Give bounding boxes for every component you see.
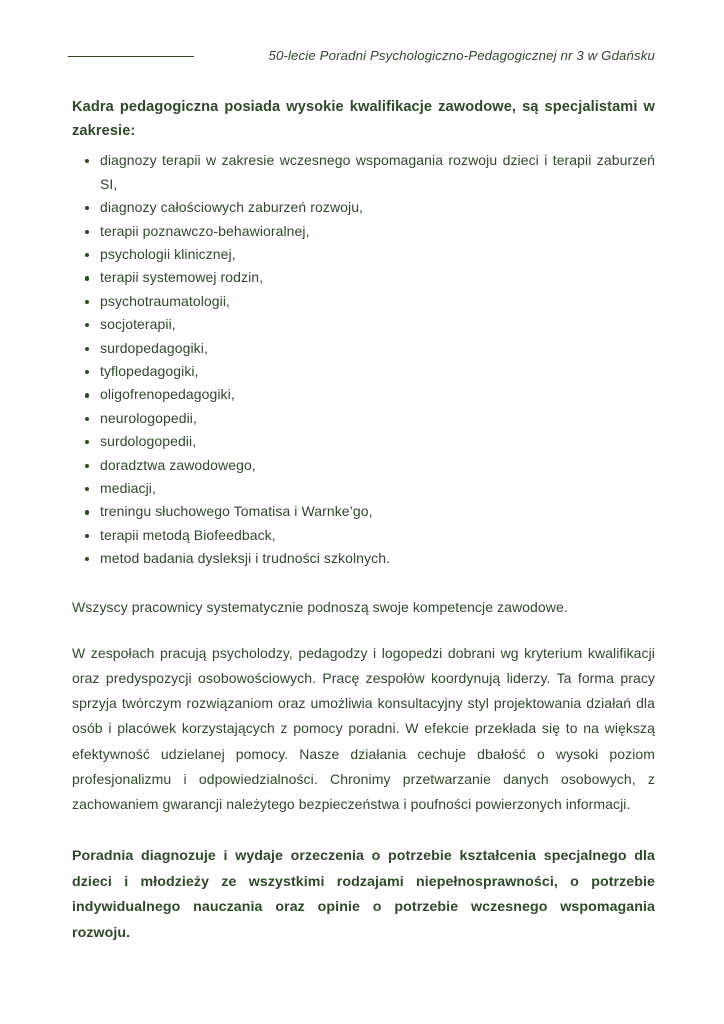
header-title: 50-lecie Poradni Psychologiczno-Pedagogicznej nr 3 w Gdańsku [268,48,655,63]
list-item: diagnozy terapii w zakresie wczesnego wspomagania rozwoju dzieci i terapii zaburzeń SI, [72,149,655,196]
paragraph-teams: W zespołach pracują psycholodzy, pedagodzy i logopedzi dobrani wg kryterium kwalifikacji oraz predyspozycji osobowościowych. Pracę zespołów koordynują liderzy. Ta forma pracy sprzyja twórczym rozwiązaniom oraz umożliwia konsultacyjny styl projektowania działań dla osób i placówek korzystających z pomocy poradni. W efekcie przekłada się to na większą efektywność udzielanej pomocy. Nasze działania cechuje dbałość o wysoki poziom profesjonalizmu i odpowiedzialności. Chronimy przetwarzanie danych osobowych, z zachowaniem gwarancji należytego bezpieczeństwa i poufności powierzonych informacji. [72,644,655,813]
paragraph-training: Wszyscy pracownicy systematycznie podnoszą swoje kompetencje zawodowe. [72,598,568,615]
list-item: neurologopedii, [72,407,655,430]
list-item: psychologii klinicznej, [72,243,655,266]
list-item: psychotraumatologii, [72,290,655,313]
list-item: terapii poznawczo-behawioralnej, [72,220,655,243]
specializations-list [72,149,655,570]
list-item: terapii systemowej rodzin, [72,266,655,289]
list-item: oligofrenopedagogiki, [72,383,655,406]
list-item: terapii metodą Biofeedback, [72,524,655,547]
header-rule-decoration [68,56,194,57]
section-heading: Kadra pedagogiczna posiada wysokie kwalifikacje zawodowe, są specjalistami w zakresie: [72,99,655,139]
list-item: diagnozy całościowych zaburzeń rozwoju, [72,196,655,219]
list-item: socjoterapii, [72,313,655,336]
list-item: mediacji, [72,477,655,500]
paragraph-diagnosis: Poradnia diagnozuje i wydaje orzeczenia o potrzebie kształcenia specjalnego dla dzieci i młodzieży ze wszystkimi rodzajami niepełnosprawności, o potrzebie indywidualnego nauczania oraz opinie o potrzebie wczesnego wspomagania rozwoju. [72,848,655,941]
list-item: surdopedagogiki, [72,337,655,360]
list-item: surdologopedii, [72,430,655,453]
list-item: treningu słuchowego Tomatisa i Warnke’go, [72,500,655,523]
document-body [72,96,655,947]
running-header [68,48,655,65]
list-item: tyflopedagogiki, [72,360,655,383]
list-item: doradztwa zawodowego, [72,454,655,477]
list-item: metod badania dysleksji i trudności szkolnych. [72,547,655,570]
